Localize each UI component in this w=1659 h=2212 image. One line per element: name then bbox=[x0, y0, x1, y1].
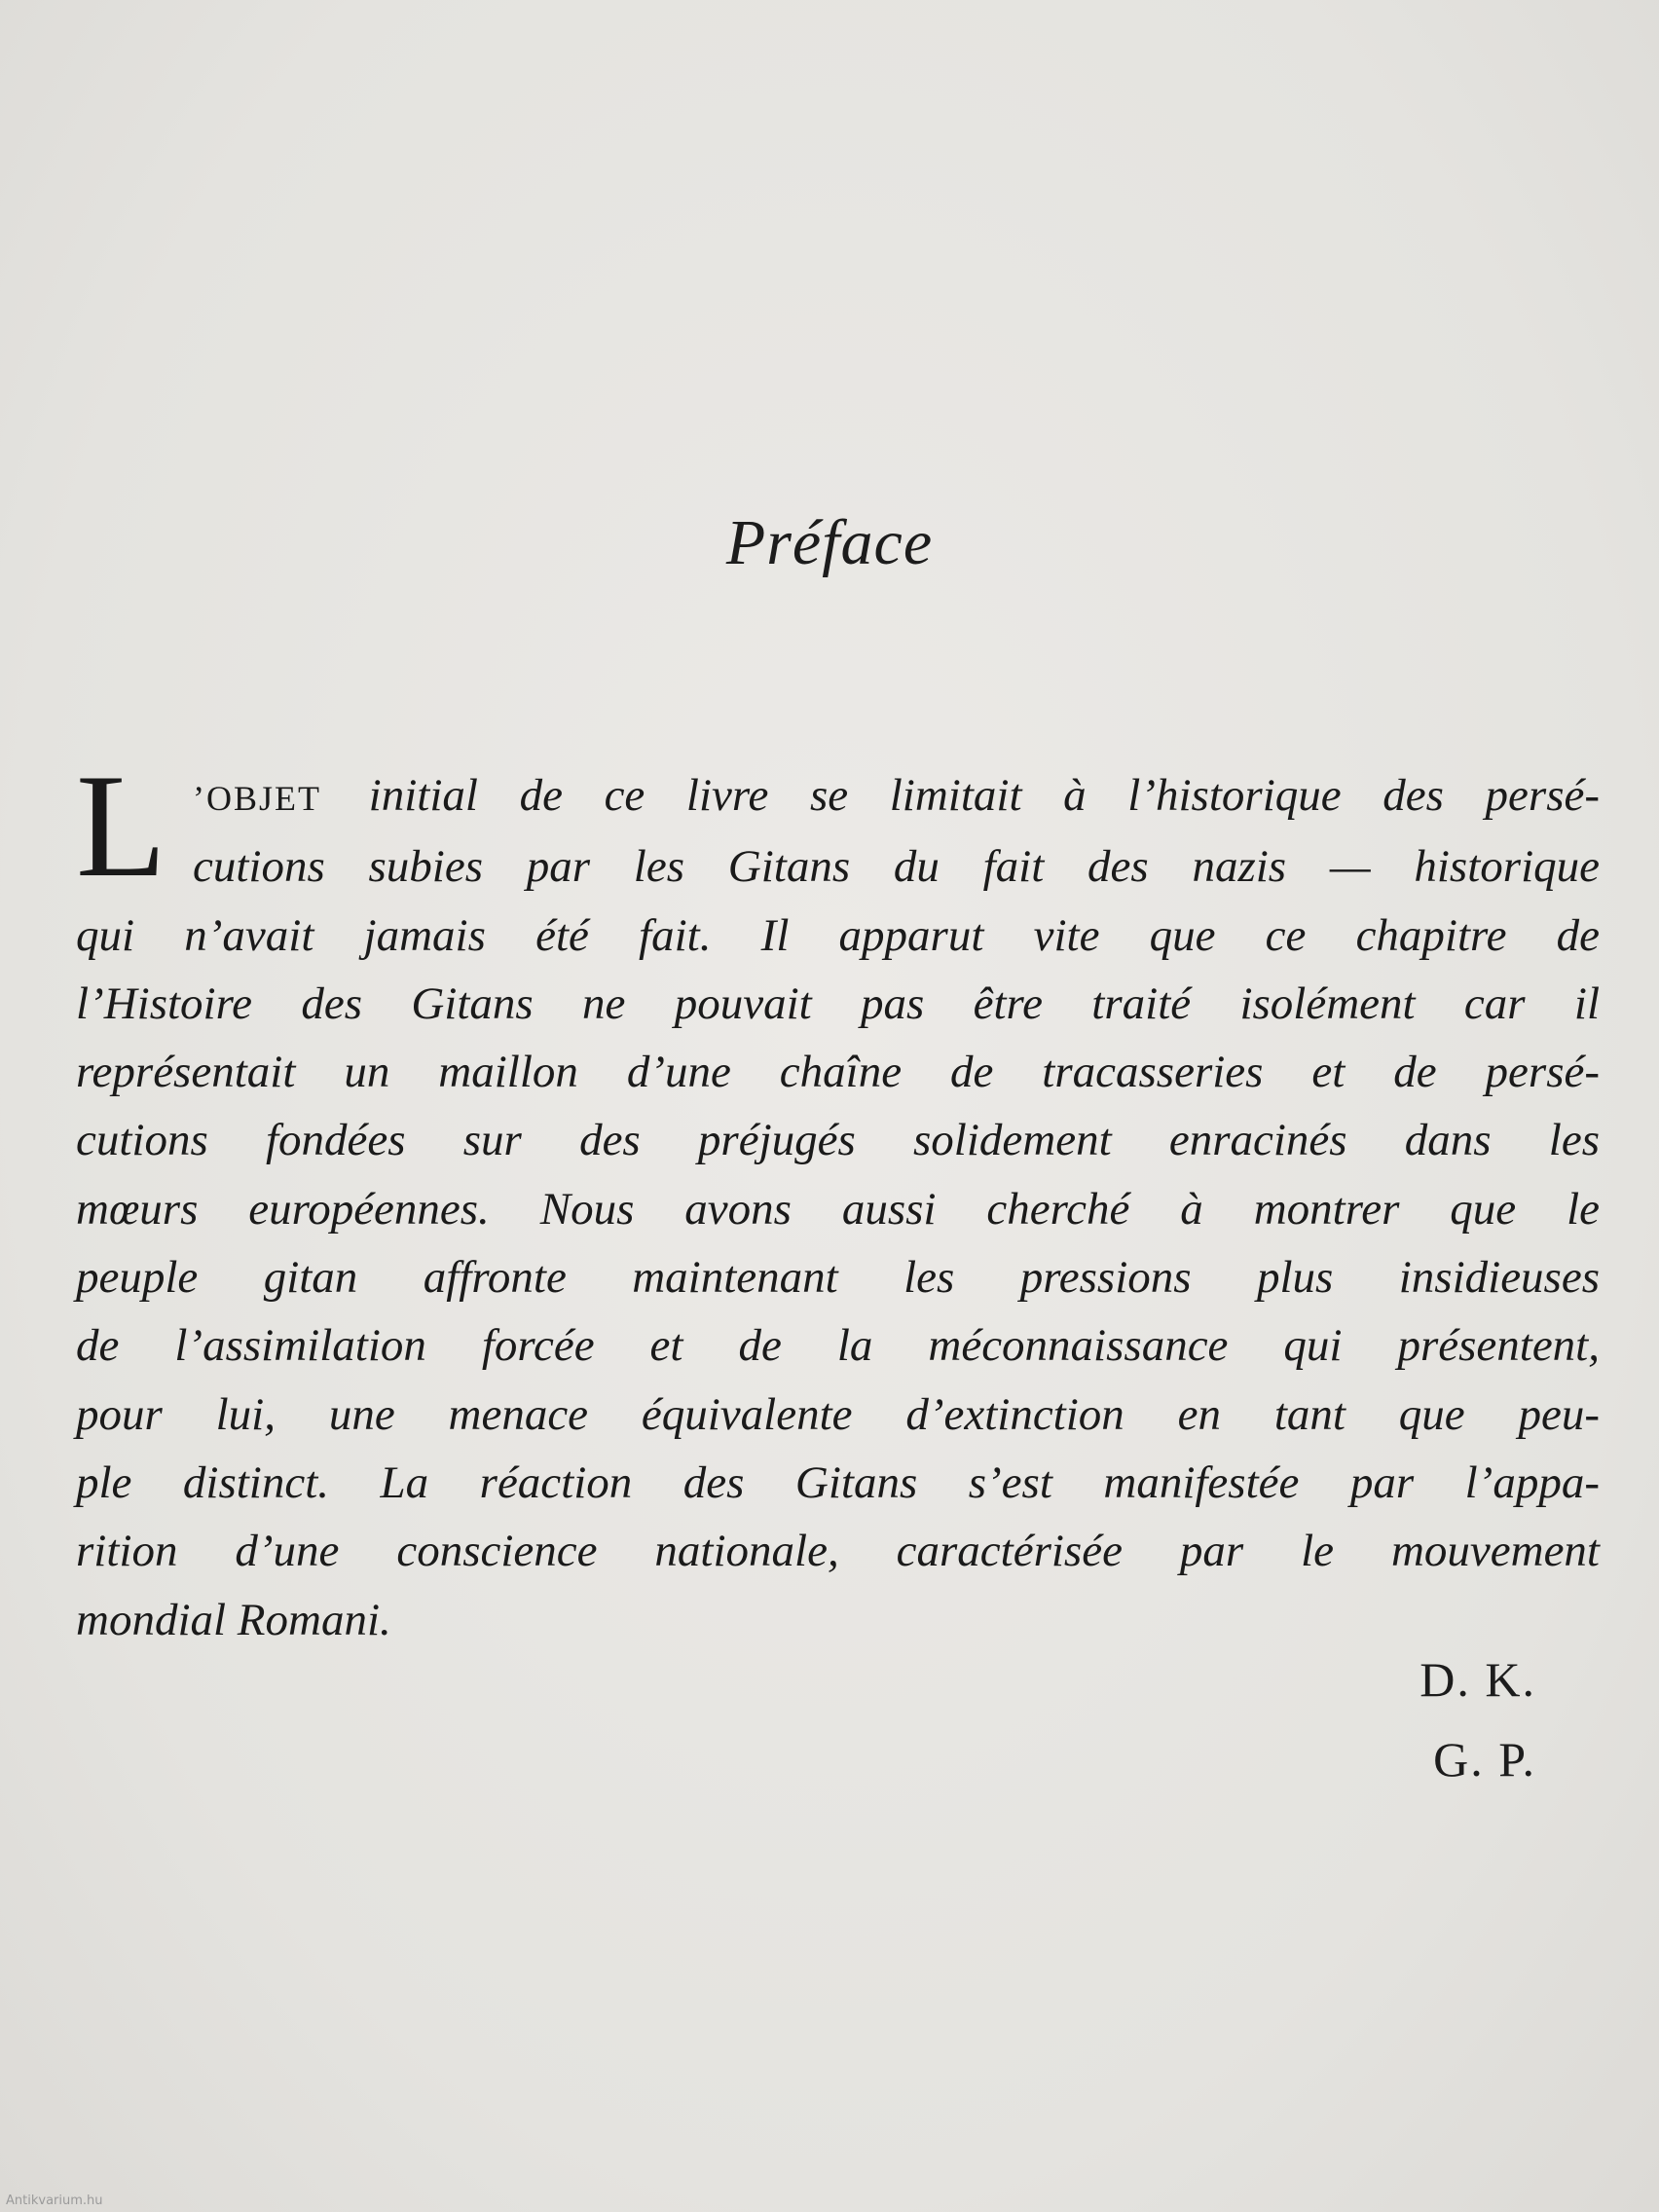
watermark-text: Antikvarium.hu bbox=[6, 2194, 103, 2208]
text-line: de l’assimilation forcée et de la méconnaissance qui présentent, bbox=[76, 1320, 1600, 1372]
text-line: cutions fondées sur des préjugés solidement enracinés dans les bbox=[76, 1115, 1600, 1166]
text-line: qui n’avait jamais été fait. Il apparut vite que ce chapitre de bbox=[76, 909, 1600, 961]
text-line: rition d’une conscience nationale, caractérisée par le mouvement bbox=[76, 1526, 1600, 1577]
text-line: peuple gitan affronte maintenant les pressions plus insidieuses bbox=[76, 1252, 1600, 1304]
signature-initials-1: D. K. bbox=[1419, 1652, 1536, 1707]
preface-text bbox=[76, 761, 1600, 1654]
text-line: cutions subies par les Gitans du fait des nazis — historique bbox=[193, 841, 1600, 893]
drop-cap: L bbox=[76, 744, 166, 907]
text-line bbox=[76, 761, 1600, 832]
text-line: pour lui, une menace équivalente d’extinction en tant que peu- bbox=[76, 1388, 1600, 1440]
opening-smallcaps: ’OBJET bbox=[193, 779, 321, 818]
text-line-content: initial de ce livre se limitait à l’historique des persé- bbox=[368, 770, 1600, 821]
text-line: mondial Romani. bbox=[76, 1594, 391, 1645]
text-line: l’Histoire des Gitans ne pouvait pas être traité isolément car il bbox=[76, 977, 1600, 1029]
page-title: Préface bbox=[725, 507, 934, 578]
text-line: mœurs européennes. Nous avons aussi cherché à montrer que le bbox=[76, 1183, 1600, 1235]
text-line: ple distinct. La réaction des Gitans s’est manifestée par l’appa- bbox=[76, 1456, 1600, 1508]
signature-initials-2: G. P. bbox=[1433, 1732, 1536, 1787]
text-line: représentait un maillon d’une chaîne de tracasseries et de persé- bbox=[76, 1047, 1600, 1098]
